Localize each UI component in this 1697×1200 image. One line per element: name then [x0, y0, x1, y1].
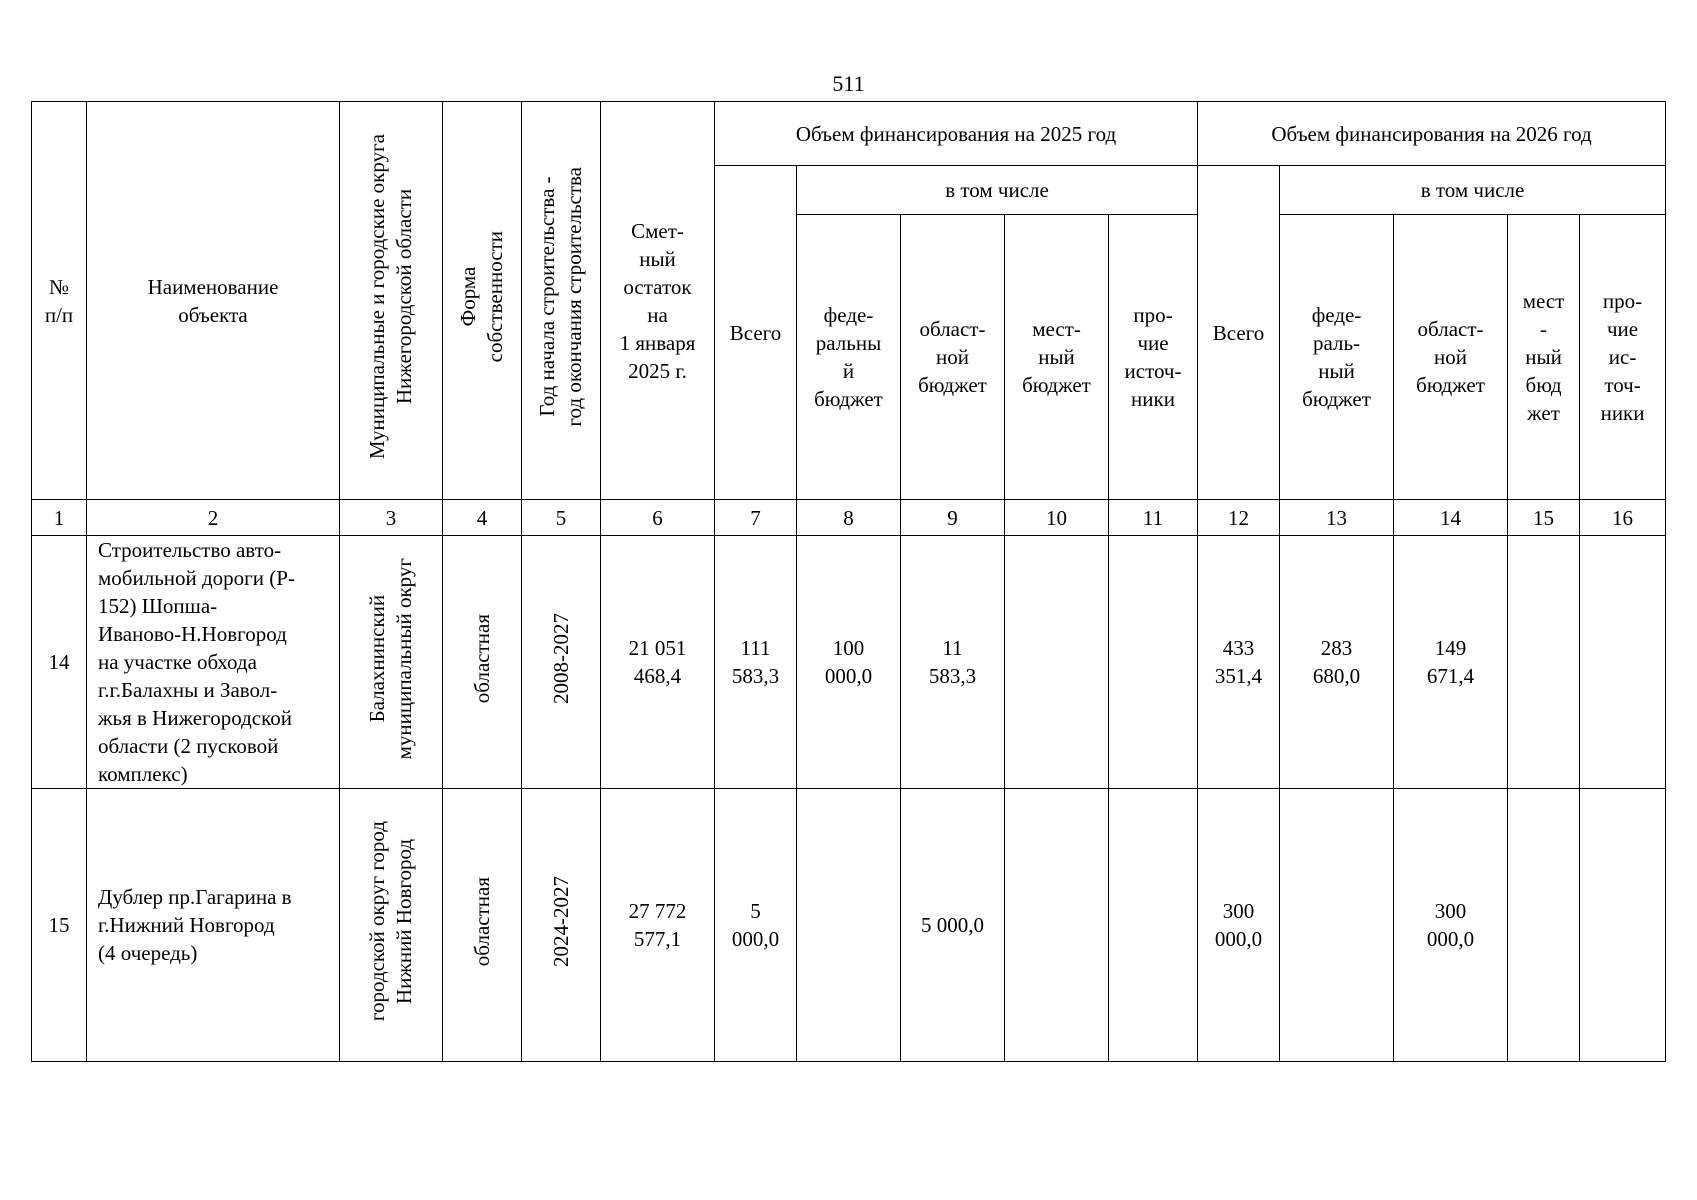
header-ownership-text: Форма собственности [456, 231, 507, 363]
object-name: Строительство авто- мобильной дороги (Р- 152) Шопша- Иваново-Н.Новгород на участке обхода г.г.Балахны и Завол- жья в Нижегородской области (2 пусковой комплекс) [87, 536, 340, 789]
municipality-cell [340, 536, 443, 789]
ownership-cell [443, 536, 522, 789]
column-number: 15 [1508, 500, 1580, 536]
header-name: Наименование объекта [87, 102, 340, 500]
table-row [32, 536, 1666, 789]
regional-2026-value: 300 000,0 [1394, 789, 1508, 1062]
header-incl-2026: в том числе [1280, 166, 1666, 215]
other-2025-value [1109, 536, 1198, 789]
header-other-2025: про- чие источ- ники [1109, 215, 1198, 500]
row-num: 15 [32, 789, 87, 1062]
header-federal-2025: феде- ральны й бюджет [797, 215, 901, 500]
header-row-1 [32, 102, 1666, 166]
ownership-text: областная [469, 876, 494, 967]
header-total-2025: Всего [715, 166, 797, 500]
header-ownership [443, 102, 522, 500]
column-number: 13 [1280, 500, 1394, 536]
column-number: 14 [1394, 500, 1508, 536]
header-num: № п/п [32, 102, 87, 500]
row-num: 14 [32, 536, 87, 789]
regional-2025-value: 5 000,0 [901, 789, 1005, 1062]
header-municipality [340, 102, 443, 500]
header-municipality-text: Муниципальные и городские округа Нижегородской области [365, 134, 416, 460]
page-number: 511 [832, 71, 865, 96]
local-2025-value [1005, 536, 1109, 789]
local-2026-value [1508, 789, 1580, 1062]
municipality-text: городской округ город Нижний Новгород [365, 821, 416, 1022]
header-federal-2026: феде- раль- ный бюджет [1280, 215, 1394, 500]
header-regional-2026: област- ной бюджет [1394, 215, 1508, 500]
other-2025-value [1109, 789, 1198, 1062]
total-2026-value: 300 000,0 [1198, 789, 1280, 1062]
years-text: 2008-2027 [548, 613, 573, 704]
regional-2026-value: 149 671,4 [1394, 536, 1508, 789]
years-cell [522, 789, 601, 1062]
total-2025-value: 5 000,0 [715, 789, 797, 1062]
federal-2026-value: 283 680,0 [1280, 536, 1394, 789]
ownership-text: областная [469, 613, 494, 704]
financing-table [31, 101, 1666, 1062]
column-number: 11 [1109, 500, 1198, 536]
local-2025-value [1005, 789, 1109, 1062]
municipality-text: Балахнинский муниципальный округ [365, 557, 416, 760]
municipality-cell [340, 789, 443, 1062]
column-numbers-row [32, 500, 1666, 536]
balance-value: 21 051 468,4 [601, 536, 715, 789]
column-number: 9 [901, 500, 1005, 536]
ownership-cell [443, 789, 522, 1062]
header-incl-2025: в том числе [797, 166, 1198, 215]
local-2026-value [1508, 536, 1580, 789]
header-total-2026: Всего [1198, 166, 1280, 500]
total-2025-value: 111 583,3 [715, 536, 797, 789]
header-fin-2025: Объем финансирования на 2025 год [715, 102, 1198, 166]
header-regional-2025: област- ной бюджет [901, 215, 1005, 500]
header-local-2025: мест- ный бюджет [1005, 215, 1109, 500]
column-number: 12 [1198, 500, 1280, 536]
column-number: 10 [1005, 500, 1109, 536]
column-number: 6 [601, 500, 715, 536]
table-row [32, 789, 1666, 1062]
years-text: 2024-2027 [548, 876, 573, 967]
other-2026-value [1580, 536, 1666, 789]
column-number: 16 [1580, 500, 1666, 536]
regional-2025-value: 11 583,3 [901, 536, 1005, 789]
column-number: 4 [443, 500, 522, 536]
header-years [522, 102, 601, 500]
federal-2025-value [797, 789, 901, 1062]
header-other-2026: про- чие ис- точ- ники [1580, 215, 1666, 500]
column-number: 5 [522, 500, 601, 536]
column-number: 8 [797, 500, 901, 536]
header-years-text: Год начала строительства - год окончания строительства [535, 167, 586, 427]
column-number: 3 [340, 500, 443, 536]
column-number: 1 [32, 500, 87, 536]
column-number: 2 [87, 500, 340, 536]
object-name: Дублер пр.Гагарина в г.Нижний Новгород (4 очередь) [87, 789, 340, 1062]
federal-2026-value [1280, 789, 1394, 1062]
years-cell [522, 536, 601, 789]
other-2026-value [1580, 789, 1666, 1062]
header-fin-2026: Объем финансирования на 2026 год [1198, 102, 1666, 166]
header-local-2026: мест - ный бюд жет [1508, 215, 1580, 500]
balance-value: 27 772 577,1 [601, 789, 715, 1062]
federal-2025-value: 100 000,0 [797, 536, 901, 789]
header-balance: Смет- ный остаток на 1 января 2025 г. [601, 102, 715, 500]
column-number: 7 [715, 500, 797, 536]
total-2026-value: 433 351,4 [1198, 536, 1280, 789]
